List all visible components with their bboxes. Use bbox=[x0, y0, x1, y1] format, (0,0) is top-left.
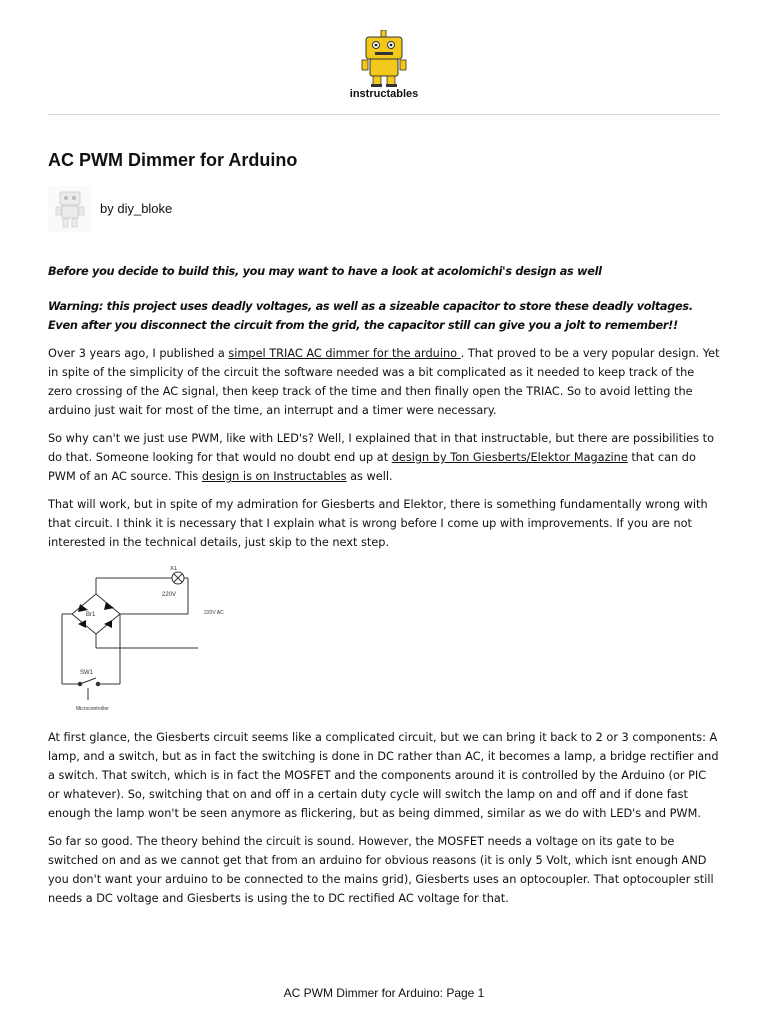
paragraph-1: Over 3 years ago, I published a simpel TRIAC AC dimmer for the arduino . That proved to be a very popular design. Yet in spite of the simplicity of the circuit the software needed was a bit complicated as it needed to keep track of the zero crossing of the AC signal, then keep track of the time and then finally open the TRIAC. So to avoid letting the arduino just wait for most of the time, an interrupt and a timer were necessary. bbox=[48, 347, 720, 417]
author-byline[interactable]: by diy_bloke bbox=[100, 201, 173, 216]
paragraph-3: That will work, but in spite of my admiration for Giesberts and Elektor, there is something fundamentally wrong with that circuit. I think it is necessary that I explain what is wrong before I come up with improvements. If you are not interested in the technical details, just skip to the next step. bbox=[48, 498, 708, 549]
robot-mascot-icon bbox=[358, 30, 410, 88]
page-title: AC PWM Dimmer for Arduino bbox=[48, 150, 298, 170]
robot-avatar-icon bbox=[48, 186, 92, 232]
header-divider bbox=[48, 114, 720, 115]
instructables-logo[interactable] bbox=[358, 30, 410, 88]
switch-icon bbox=[80, 678, 96, 684]
article-body bbox=[48, 262, 720, 917]
link-simpel-triac-dimmer[interactable]: simpel TRIAC AC dimmer for the arduino bbox=[228, 347, 461, 360]
paragraph-4: At first glance, the Giesberts circuit seems like a complicated circuit, but we can bring it back to 2 or 3 components: A lamp, and a switch, but as in fact the switching is done in DC rather than AC, it becomes a lamp, a bridge rectifier and a switch. That switch, which is in fact the MOSFET and the components around it is controlled by the Arduino (or PIC or whatever). So, switching that on and off in a certain duty cycle will switch the lamp on and off and if done fast enough the lamp won't be seen anymore as flickering, but as being dimmed, similar as we do with LED's and PWM. bbox=[48, 731, 719, 820]
page-footer: AC PWM Dimmer for Arduino: Page 1 bbox=[283, 986, 485, 1000]
avatar[interactable] bbox=[48, 186, 92, 232]
label-sw1: SW1 bbox=[80, 670, 94, 676]
intro-note: Before you decide to build this, you may want to have a look at acolomichi's design as well bbox=[48, 265, 602, 278]
label-220v: 220V bbox=[162, 592, 177, 598]
brand-name[interactable]: instructables bbox=[349, 88, 419, 100]
label-220v-ac: 220V AC bbox=[204, 610, 224, 616]
bridge-rectifier bbox=[72, 594, 120, 634]
warning-note: Warning: this project uses deadly voltages, as well as a sizeable capacitor to store these deadly voltages. Even after you disconnect the circuit from the grid, the capacitor still can give you a jolt to remember!! bbox=[48, 300, 693, 332]
label-microcontroller: Microcontroller bbox=[76, 706, 109, 712]
label-x1: X1 bbox=[170, 566, 178, 572]
link-design-on-instructables[interactable]: design is on Instructables bbox=[201, 470, 347, 483]
label-br1: Br1 bbox=[86, 612, 96, 618]
link-giesberts-elektor[interactable]: design by Ton Giesberts/Elektor Magazine bbox=[391, 451, 628, 464]
paragraph-5: So far so good. The theory behind the circuit is sound. However, the MOSFET needs a voltage on its gate to be switched on and as we cannot get that from an arduino for obvious reasons (it is only 5 Volt, which isnt enough AND you don't want your arduino to be connected to the mains grid), Giesberts uses an optocoupler. That optocoupler still needs a DC voltage and Giesberts is using the to DC rectified AC voltage for that. bbox=[48, 835, 714, 905]
paragraph-2: So why can't we just use PWM, like with LED's? Well, I explained that in that instructable, but there are possibilities to do that. Someone looking for that would no doubt end up at design by Ton Giesberts/Elektor Magazine that can do PWM of an AC source. This design is on Instructables as well. bbox=[48, 432, 714, 483]
circuit-diagram bbox=[58, 566, 248, 718]
